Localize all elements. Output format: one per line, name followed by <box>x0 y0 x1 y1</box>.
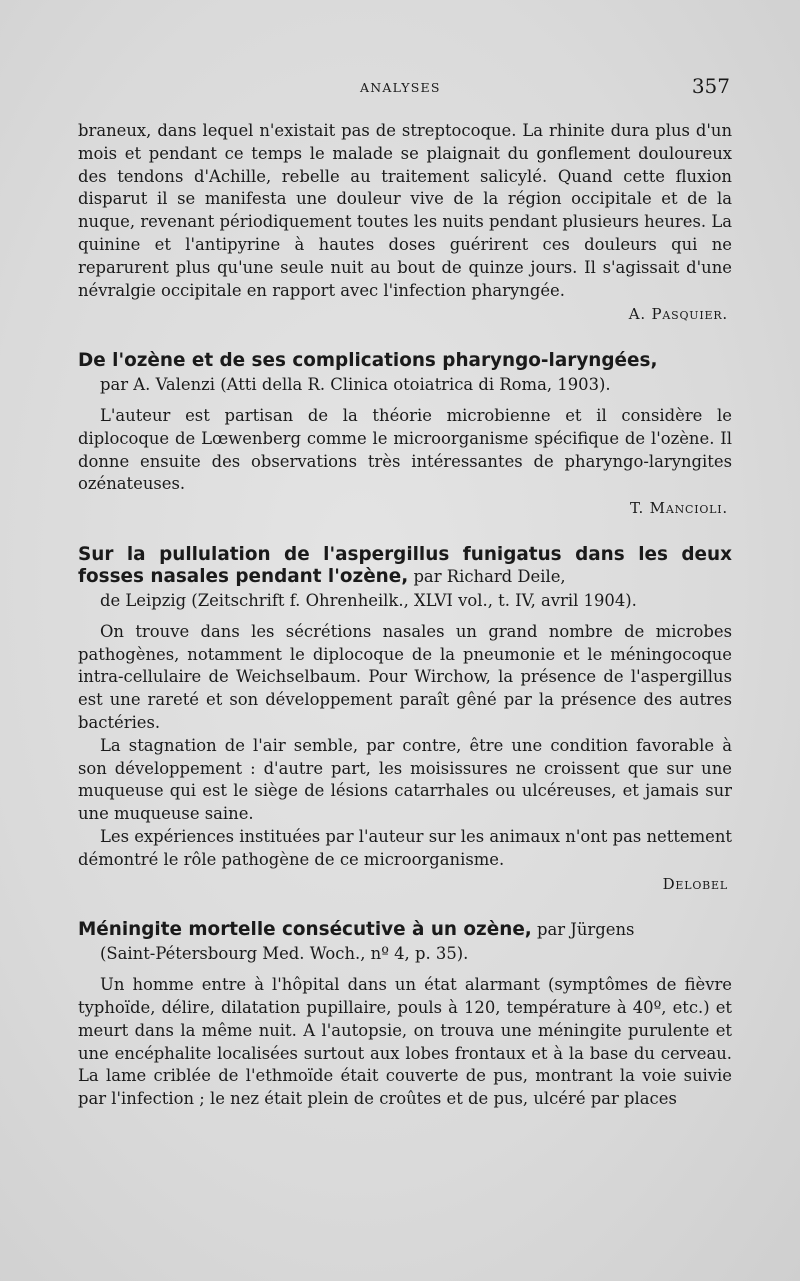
article4-byline: par Jürgens <box>531 920 635 940</box>
article1-text: braneux, dans lequel n'existait pas de streptocoque. La rhinite dura plus d'un mois et pendant ce temps le malade se plaignait du gonflement douloureux des tendons d'Achille, rebelle au traitement salicylé. Quand cette fluxion disparut il se manifesta une douleur vive de la région occipitale et de la nuque, revenant périodiquement toutes les nuits pendant plusieurs heures. La quinine et l'antipyrine à hautes doses guérirent ces douleurs qui ne reparurent plus qu'une seule nuit au bout de quinze jours. Il s'agissait d'une névralgie occipitale en rapport avec l'infection pharyngée. <box>78 121 732 300</box>
article4-title <box>78 919 732 941</box>
article3-paragraph-3: Les expériences instituées par l'auteur sur les animaux n'ont pas nettement démontré le rôle pathogène de ce microorganisme. <box>78 826 732 869</box>
article3-paragraph-2: La stagnation de l'air semble, par contre, être une condition favorable à son développement : d'autre part, les moisissures ne croissent que sur une muqueuse qui est le siège de lésions catarrhales ou ulcéreuses, et jamais sur une muqueuse saine. <box>78 735 732 824</box>
page-header <box>78 74 738 104</box>
article3-title-text: Sur la pullulation de l'aspergillus funigatus dans les deux fosses nasales pendant l'ozène, <box>78 543 732 587</box>
article3-paragraph-1: On trouve dans les sécrétions nasales un grand nombre de microbes pathogènes, notamment le diplocoque de la pneumonie et le méningocoque intra-cellulaire de Weichselbaum. Pour Wirchow, la présence de l'aspergillus est une rareté et son développement paraît gêné par la présence des autres bactéries. <box>78 621 732 732</box>
running-title: ANALYSES <box>360 80 441 95</box>
page-body <box>78 120 732 1111</box>
article1-signature: A. Pasquier. <box>628 305 728 324</box>
article4-citation: (Saint-Pétersbourg Med. Woch., nº 4, p. 35). <box>100 944 469 964</box>
page-number: 357 <box>691 74 730 98</box>
article2-text: L'auteur est partisan de la théorie microbienne et il considère le diplocoque de Lœwenberg comme le microorganisme spécifique de l'ozène. Il donne ensuite des observations très intéressantes de pharyngo-laryngites ozénateuses. <box>78 405 732 494</box>
article3-title <box>78 544 732 588</box>
article2-signature: T. Mancioli. <box>629 499 728 518</box>
article3-citation: de Leipzig (Zeitschrift f. Ohrenheilk., XLVI vol., t. IV, avril 1904). <box>100 590 637 610</box>
article3-byline: par Richard Deile, <box>408 566 566 586</box>
article2-title-text: De l'ozène et de ses complications pharyngo-laryngées, <box>78 350 658 372</box>
article4-text: Un homme entre à l'hôpital dans un état alarmant (symptômes de fièvre typhoïde, délire, dilatation pupillaire, pouls à 120, température à 40º, etc.) et meurt dans la même nuit. A l'autopsie, on trouva une méningite purulente et une encéphalite localisées surtout aux lobes frontaux et à la base du cerveau. La lame criblée de l'ethmoïde était couverte de pus, montrant la voie suivie par l'infection ; le nez était plein de croûtes et de pus, ulcéré par places <box>78 975 732 1109</box>
article2-title <box>78 350 732 372</box>
article4-title-text: Méningite mortelle consécutive à un ozène, <box>78 919 532 941</box>
article2-citation: par A. Valenzi (Atti della R. Clinica otoiatrica di Roma, 1903). <box>100 375 611 395</box>
article3-signature: Delobel <box>662 874 728 893</box>
